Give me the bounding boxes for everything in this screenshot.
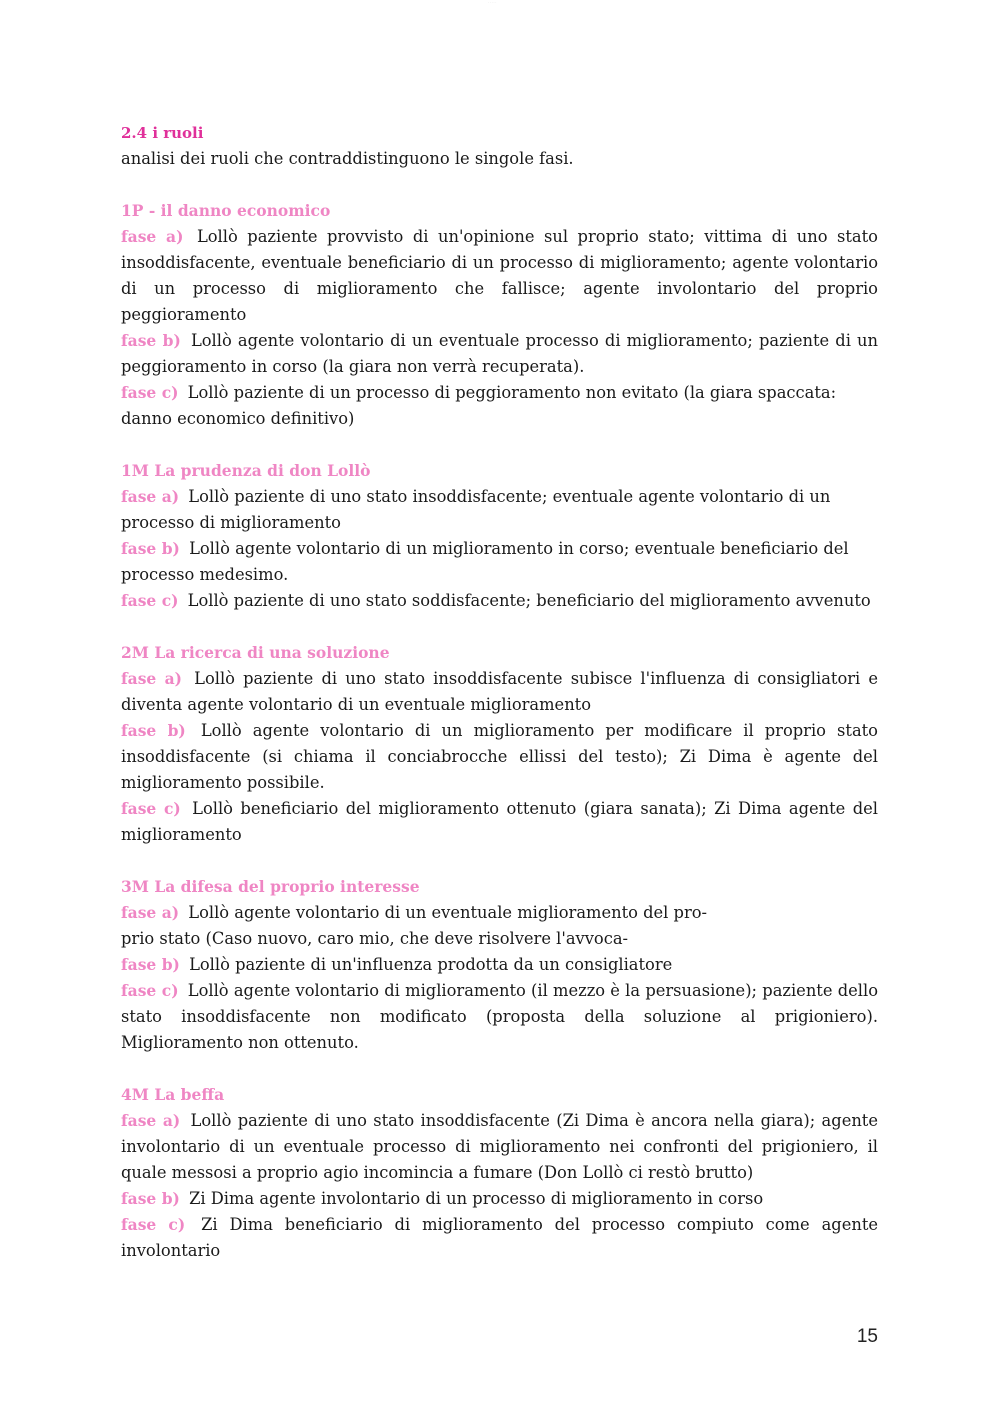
block-title: 2M La ricerca di una soluzione: [121, 643, 390, 662]
phase-text: Lollò paziente di un'influenza prodotta da un consigliatore: [189, 955, 673, 974]
phase-a: [121, 1108, 878, 1186]
role-block-1p: [121, 198, 878, 432]
phase-c: [121, 978, 878, 1056]
phase-label: fase c): [121, 1215, 186, 1234]
phase-a: [121, 666, 878, 718]
block-title: 4M La beffa: [121, 1085, 225, 1104]
phase-a: [121, 900, 878, 926]
phase-b: [121, 1186, 878, 1212]
block-title: 3M La difesa del proprio interesse: [121, 877, 420, 896]
role-block-2m: [121, 640, 878, 848]
phase-a: [121, 484, 878, 536]
phase-text: Lollò agente volontario di un eventuale processo di miglioramento; paziente di un peggioramento in corso (la giara non verrà recuperata).: [121, 331, 878, 376]
phase-label: fase a): [121, 903, 180, 922]
phase-text: Lollò agente volontario di un miglioramento in corso; eventuale beneficiario del processo medesimo.: [121, 539, 849, 584]
block-title: 1P - il danno economico: [121, 201, 331, 220]
section-intro: analisi dei ruoli che contraddistinguono le singole fasi.: [121, 149, 574, 168]
phase-text: Lollò agente volontario di un eventuale miglioramento del pro-: [188, 903, 708, 922]
role-block-1m: [121, 458, 878, 614]
phase-label: fase b): [121, 721, 186, 740]
phase-label: fase b): [121, 539, 180, 558]
phase-text: Lollò paziente di uno stato insoddisfacente subisce l'influenza di consigliatori e diventa agente volontario di un eventuale miglioramento: [121, 669, 878, 714]
phase-label: fase a): [121, 1111, 181, 1130]
block-title: 1M La prudenza di don Lollò: [121, 461, 371, 480]
phase-c: [121, 588, 878, 614]
phase-text: Lollò paziente di un processo di peggioramento non evitato (la giara spaccata: danno economico definitivo): [121, 383, 837, 428]
phase-text: Lollò beneficiario del miglioramento ottenuto (giara sanata); Zi Dima agente del miglioramento: [121, 799, 878, 844]
page-number: 15: [856, 1326, 878, 1347]
role-block-4m: [121, 1082, 878, 1264]
phase-label: fase c): [121, 799, 181, 818]
phase-b: [121, 952, 878, 978]
phase-text: Lollò agente volontario di miglioramento (il mezzo è la persuasione); paziente dello stato insoddisfacente non modificato (proposta della soluzione al prigioniero). Miglioramento non ottenuto.: [121, 981, 878, 1052]
phase-label: fase a): [121, 669, 183, 688]
phase-label: fase a): [121, 487, 180, 506]
phase-text: Lollò paziente di uno stato insoddisfacente; eventuale agente volontario di un processo di miglioramento: [121, 487, 831, 532]
phase-text: Lollò paziente di uno stato soddisfacente; beneficiario del miglioramento avvenuto: [187, 591, 871, 610]
phase-label: fase c): [121, 383, 179, 402]
phase-b: [121, 328, 878, 380]
phase-b: [121, 718, 878, 796]
phase-label: fase c): [121, 981, 179, 1000]
document-body: [121, 120, 878, 1264]
phase-a: [121, 224, 878, 328]
header-mark: · · · · ·: [488, 0, 497, 4]
phase-label: fase b): [121, 1189, 180, 1208]
phase-text: Zi Dima beneficiario di miglioramento del processo compiuto come agente involontario: [121, 1215, 878, 1260]
phase-b: [121, 536, 878, 588]
phase-label: fase b): [121, 331, 181, 350]
section-title: 2.4 i ruoli: [121, 124, 204, 142]
phase-label: fase b): [121, 955, 180, 974]
phase-text: Lollò paziente di uno stato insoddisfacente (Zi Dima è ancora nella giara); agente involontario di un eventuale processo di miglioramento nei confronti del prigioniero, il quale messosi a proprio agio incomincia a fumare (Don Lollò ci restò brutto): [121, 1111, 878, 1182]
phase-text: Lollò paziente provvisto di un'opinione sul proprio stato; vittima di uno stato insoddisfacente, eventuale beneficiario di un processo di miglioramento; agente volontario di un processo di miglioramento che fallisce; agente involontario del proprio peggioramento: [121, 227, 878, 324]
phase-c: [121, 1212, 878, 1264]
phase-text: Zi Dima agente involontario di un processo di miglioramento in corso: [189, 1189, 764, 1208]
phase-label: fase c): [121, 591, 179, 610]
phase-a-continuation: prio stato (Caso nuovo, caro mio, che deve risolvere l'avvoca-: [121, 929, 629, 948]
phase-c: [121, 796, 878, 848]
role-block-3m: [121, 874, 878, 1056]
phase-text: Lollò agente volontario di un miglioramento per modificare il proprio stato insoddisfacente (si chiama il conciabrocche ellissi del testo); Zi Dima è agente del miglioramento possibile.: [121, 721, 878, 792]
phase-c: [121, 380, 878, 432]
phase-label: fase a): [121, 227, 184, 246]
